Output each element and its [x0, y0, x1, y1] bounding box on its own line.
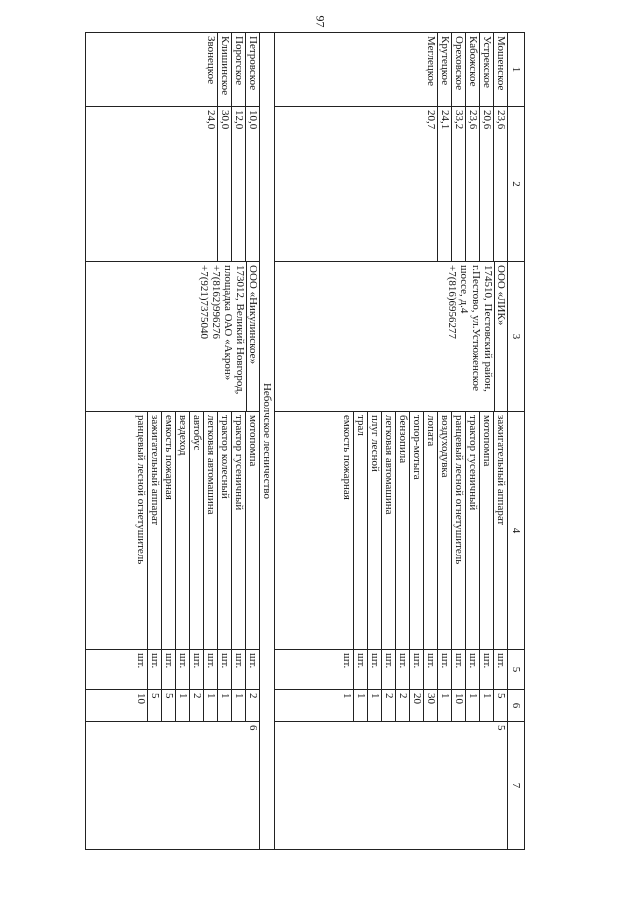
org-phone: +7(921)7375040 — [198, 265, 211, 340]
item-name: лопата — [423, 412, 437, 649]
item-name: воздуходувка — [437, 412, 451, 649]
item-name: емкость пожарная — [161, 412, 175, 649]
item-unit: шт. — [367, 650, 381, 689]
item-qty: 5 — [493, 690, 507, 721]
forestry-name: Крутецкое — [437, 33, 451, 106]
item-unit: шт. — [135, 653, 148, 669]
header-col-5: 5 — [508, 650, 525, 690]
item-name: ранцевый лесной огнетушитель — [135, 415, 148, 565]
forestry-name: Устрекское — [479, 33, 493, 106]
item-qty: 2 — [245, 690, 259, 721]
item-name: бензопила — [395, 412, 409, 649]
forestry-value: 20,7 — [425, 110, 437, 130]
item-name: трактор колесный — [217, 412, 231, 649]
forestry-name: Мошенское — [493, 33, 507, 106]
item-unit: шт. — [203, 650, 217, 689]
header-col-7: 7 — [508, 722, 525, 850]
group-1-forestry-names — [275, 33, 508, 107]
item-unit: шт. — [161, 650, 175, 689]
item-name: легковая автомашина — [381, 412, 395, 649]
group-1-quantities — [275, 690, 508, 722]
item-name: вездеход — [175, 412, 189, 649]
item-unit: шт. — [147, 650, 161, 689]
item-name: трактор гусеничный — [465, 412, 479, 649]
item-name: зажигательный аппарат — [147, 412, 161, 649]
item-qty: 10 — [135, 693, 148, 704]
item-qty: 20 — [409, 690, 423, 721]
item-name: плуг лесной — [367, 412, 381, 649]
header-col-6: 6 — [508, 690, 525, 722]
forestry-value: 24,0 — [205, 110, 218, 130]
header-col-1: 1 — [508, 33, 525, 107]
forestry-name: Ореховское — [451, 33, 465, 106]
item-unit: шт. — [245, 650, 259, 689]
item-unit: шт. — [479, 650, 493, 689]
item-qty: 5 — [147, 690, 161, 721]
group-2-quantities — [86, 690, 260, 722]
forestry-name: Кабожское — [465, 33, 479, 106]
item-qty: 1 — [367, 690, 381, 721]
forestry-value: 33,2 — [451, 107, 465, 261]
item-unit: шт. — [353, 650, 367, 689]
group-1-organization — [275, 262, 508, 412]
item-qty: 2 — [189, 690, 203, 721]
section-title-row — [260, 33, 275, 850]
item-qty: 1 — [217, 690, 231, 721]
forestry-value: 23,6 — [465, 107, 479, 261]
forestry-name: Клишинское — [217, 33, 231, 106]
item-qty: 1 — [465, 690, 479, 721]
item-unit: шт. — [493, 650, 507, 689]
forestry-value: 23,6 — [493, 107, 507, 261]
item-qty: 30 — [423, 690, 437, 721]
section-title: Неболчское лесничество — [260, 33, 275, 850]
item-qty: 1 — [231, 690, 245, 721]
item-name: трал — [353, 412, 367, 649]
item-qty: 1 — [479, 690, 493, 721]
org-name: ООО «ЛИК» — [494, 262, 507, 411]
item-unit: шт. — [217, 650, 231, 689]
org-address: 174510, Пестовский район, г.Пестово, ул.Устюженское шоссе, д.4 — [458, 265, 494, 392]
item-qty: 1 — [437, 690, 451, 721]
group-1-values — [275, 107, 508, 262]
group-2-organization — [86, 262, 260, 412]
group-2-units — [86, 650, 260, 690]
forestry-value: 12,0 — [231, 107, 245, 261]
forestry-value: 24,1 — [437, 107, 451, 261]
item-qty: 1 — [203, 690, 217, 721]
group-2-values — [86, 107, 260, 262]
header-col-4: 4 — [508, 412, 525, 650]
equipment-table — [85, 32, 525, 849]
forestry-name: Меглецкое — [425, 36, 437, 87]
group-2-forestry-names — [86, 33, 260, 107]
item-unit: шт. — [381, 650, 395, 689]
group-2-items — [86, 412, 260, 650]
group-1-column-7 — [275, 722, 508, 850]
org-name: ООО «Никулинское» — [246, 262, 259, 411]
org-phone: +7(8162)996276 — [210, 265, 223, 340]
item-c7: 6 — [247, 725, 260, 731]
org-phone: +7(816)6956277 — [446, 265, 458, 340]
forestry-name: Звонецкое — [205, 36, 218, 85]
forestry-value: 30,0 — [217, 107, 231, 261]
item-unit: шт. — [341, 653, 353, 669]
item-name: трактор гусеничный — [231, 412, 245, 649]
item-unit: шт. — [231, 650, 245, 689]
item-qty: 1 — [353, 690, 367, 721]
item-unit: шт. — [423, 650, 437, 689]
item-unit: шт. — [451, 650, 465, 689]
item-name: мотопомпа — [479, 412, 493, 649]
item-unit: шт. — [409, 650, 423, 689]
equipment-grid — [85, 32, 525, 850]
item-name: зажигательный аппарат — [493, 412, 507, 649]
group-2-row — [86, 33, 260, 850]
group-1-items — [275, 412, 508, 650]
item-name: емкость пожарная — [341, 415, 353, 500]
item-name: топор-мотыга — [409, 412, 423, 649]
group-1-row — [275, 33, 508, 850]
item-unit: шт. — [437, 650, 451, 689]
group-1-units — [275, 650, 508, 690]
item-name: ранцевый лесной огнетушитель — [451, 412, 465, 649]
forestry-value: 10,0 — [245, 107, 259, 261]
header-col-2: 2 — [508, 107, 525, 262]
item-qty: 1 — [175, 690, 189, 721]
forestry-value: 20,6 — [479, 107, 493, 261]
rotated-page-area — [85, 32, 525, 849]
item-unit: шт. — [395, 650, 409, 689]
page-number: 97 — [313, 15, 328, 28]
item-name: автобус — [189, 412, 203, 649]
item-unit: шт. — [465, 650, 479, 689]
forestry-name: Петровское — [245, 33, 259, 106]
item-qty: 2 — [395, 690, 409, 721]
item-c7: 5 — [495, 725, 507, 731]
item-qty: 5 — [161, 690, 175, 721]
item-unit: шт. — [189, 650, 203, 689]
item-name: легковая автомашина — [203, 412, 217, 649]
item-qty: 1 — [341, 693, 353, 699]
item-name: мотопомпа — [245, 412, 259, 649]
org-address: 173012, Великий Новгород, площадка ОАО «Акрон» — [222, 265, 247, 395]
header-row — [508, 33, 525, 850]
item-qty: 10 — [451, 690, 465, 721]
header-col-3: 3 — [508, 262, 525, 412]
item-unit: шт. — [175, 650, 189, 689]
forestry-name: Порогское — [231, 33, 245, 106]
item-qty: 2 — [381, 690, 395, 721]
group-2-column-7 — [86, 722, 260, 850]
